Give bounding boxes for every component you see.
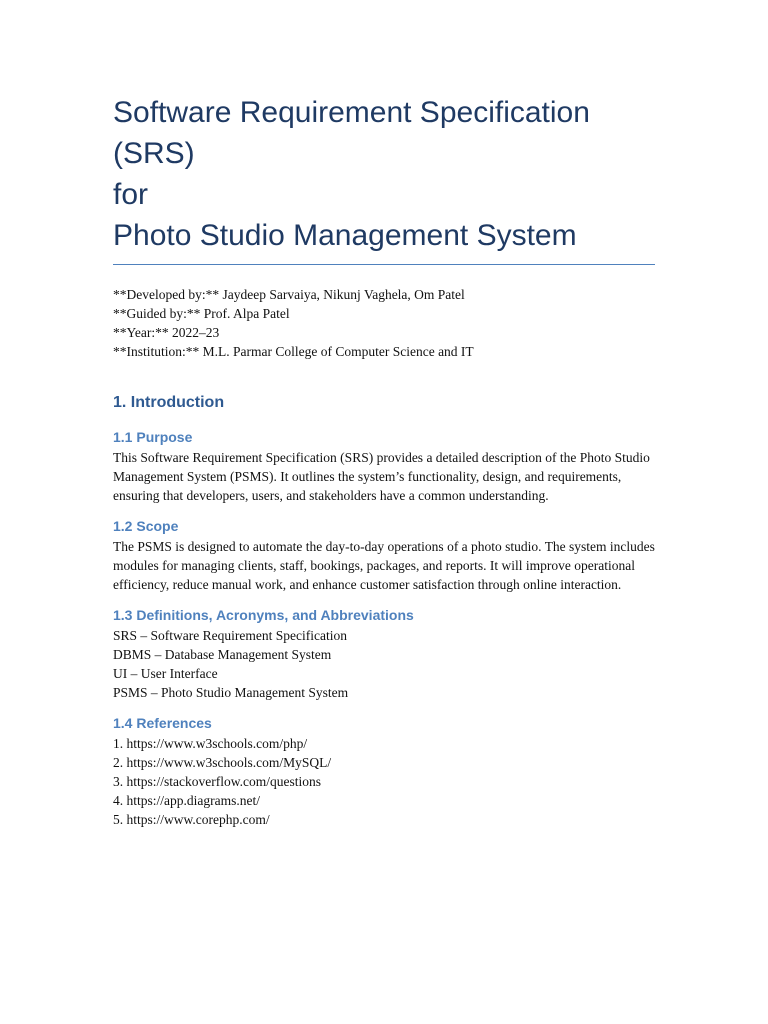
heading-introduction: 1. Introduction bbox=[113, 394, 225, 411]
list-item: SRS – Software Requirement Specification bbox=[113, 628, 347, 643]
reference-item: 2. https://www.w3schools.com/MySQL/ bbox=[113, 755, 332, 770]
title-line: Software Requirement Specification bbox=[113, 96, 590, 129]
reference-item: 1. https://www.w3schools.com/php/ bbox=[113, 736, 308, 751]
heading-purpose: 1.1 Purpose bbox=[113, 429, 193, 445]
meta-guided-by: **Guided by:** Prof. Alpa Patel bbox=[113, 306, 290, 321]
meta-institution: **Institution:** M.L. Parmar College of Computer Science and IT bbox=[113, 344, 474, 359]
definitions-list bbox=[113, 626, 655, 702]
references-list bbox=[113, 734, 655, 829]
list-item: DBMS – Database Management System bbox=[113, 647, 332, 662]
paragraph-purpose: This Software Requirement Specification (SRS) provides a detailed description of the Photo Studio Management System (PSMS). It outlines the system’s functionality, design, and requirements, ensuring that developers, users, and stakeholders have a common understanding. bbox=[113, 450, 650, 503]
title-line: Photo Studio Management System bbox=[113, 219, 577, 252]
title-divider bbox=[113, 264, 655, 265]
reference-item: 5. https://www.corephp.com/ bbox=[113, 812, 270, 827]
document-meta bbox=[113, 285, 655, 361]
list-item: UI – User Interface bbox=[113, 666, 218, 681]
reference-item: 3. https://stackoverflow.com/questions bbox=[113, 774, 321, 789]
document-title bbox=[113, 92, 655, 256]
document-page bbox=[113, 92, 655, 829]
section-introduction bbox=[113, 392, 655, 829]
paragraph-scope: The PSMS is designed to automate the day-to-day operations of a photo studio. The system includes modules for managing clients, staff, bookings, packages, and reports. It will improve operational efficiency, reduce manual work, and enhance customer satisfaction through online interaction. bbox=[113, 539, 655, 592]
title-line: for bbox=[113, 178, 149, 211]
heading-scope: 1.2 Scope bbox=[113, 518, 179, 534]
heading-definitions: 1.3 Definitions, Acronyms, and Abbreviations bbox=[113, 607, 414, 623]
meta-developed-by: **Developed by:** Jaydeep Sarvaiya, Nikunj Vaghela, Om Patel bbox=[113, 287, 465, 302]
title-line: (SRS) bbox=[113, 137, 195, 170]
reference-item: 4. https://app.diagrams.net/ bbox=[113, 793, 260, 808]
meta-year: **Year:** 2022–23 bbox=[113, 325, 220, 340]
list-item: PSMS – Photo Studio Management System bbox=[113, 685, 349, 700]
heading-references: 1.4 References bbox=[113, 715, 212, 731]
